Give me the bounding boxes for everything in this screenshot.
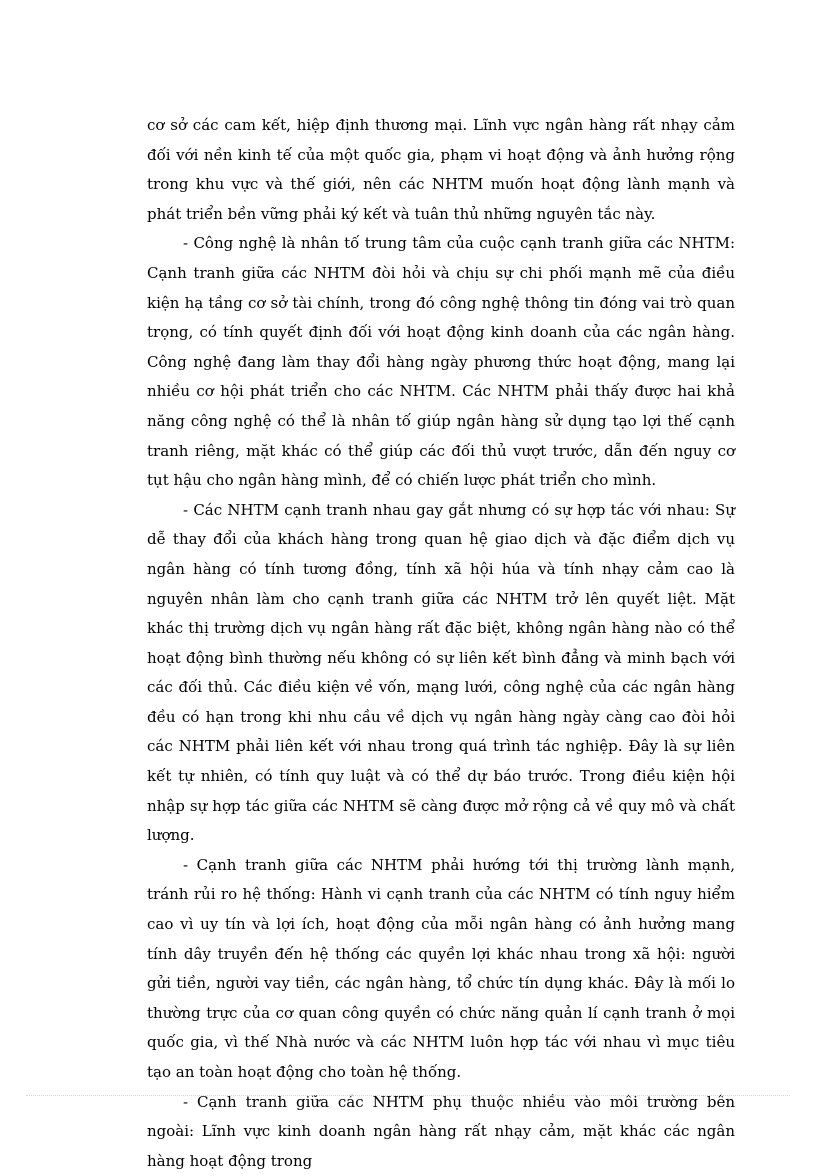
paragraph-external-environment: - Cạnh tranh giữa các NHTM phụ thuộc nhiều vào môi trường bên ngoài: Lĩnh vực kinh doanh ngân hàng rất nhạy cảm, mặt khác các ngân hàng hoạt động trong bbox=[147, 1092, 735, 1170]
paragraph-continuation: cơ sở các cam kết, hiệp định thương mại. Lĩnh vực ngân hàng rất nhạy cảm đối với nền kinh tế của một quốc gia, phạm vi hoạt động và ảnh hưởng rộng trong khu vực và thế giới, nên các NHTM muốn hoạt động lành mạnh và phát triển bền vững phải ký kết và tuân thủ những nguyên tắc này. bbox=[147, 116, 735, 223]
footer-divider bbox=[26, 1095, 790, 1096]
body-text bbox=[147, 111, 735, 1176]
paragraph-technology: - Công nghệ là nhân tố trung tâm của cuộc cạnh tranh giữa các NHTM: Cạnh tranh giữa các NHTM đòi hỏi và chịu sự chi phối mạnh mẽ của điều kiện hạ tầng cơ sở tài chính, trong đó công nghệ thông tin đóng vai trò quan trọng, có tính quyết định đối với hoạt động kinh doanh của các ngân hàng. Công nghệ đang làm thay đổi hàng ngày phương thức hoạt động, mang lại nhiều cơ hội phát triển cho các NHTM. Các NHTM phải thấy được hai khả năng công nghệ có thể là nhân tố giúp ngân hàng sử dụng tạo lợi thế cạnh tranh riêng, mặt khác có thể giúp các đối thủ vượt trước, dẫn đến nguy cơ tụt hậu cho ngân hàng mình, để có chiến lược phát triển cho mình. bbox=[147, 234, 735, 490]
paragraph-competition-cooperation: - Các NHTM cạnh tranh nhau gay gắt nhưng có sự hợp tác với nhau: Sự dễ thay đổi của khách hàng trong quan hệ giao dịch và đặc điểm dịch vụ ngân hàng có tính tương đồng, tính xã hội húa và tính nhạy cảm cao là nguyên nhân làm cho cạnh tranh giữa các NHTM trở lên quyết liệt. Mặt khác thị trường dịch vụ ngân hàng rất đặc biệt, không ngân hàng nào có thể hoạt động bình thường nếu không có sự liên kết bình đẳng và minh bạch với các đối thủ. Các điều kiện về vốn, mạng lưới, công nghệ của các ngân hàng đều có hạn trong khi nhu cầu về dịch vụ ngân hàng ngày càng cao đòi hỏi các NHTM phải liên kết với nhau trong quá trình tác nghiệp. Đây là sự liên kết tự nhiên, có tính quy luật và có thể dự báo trước. Trong điều kiện hội nhập sự hợp tác giữa các NHTM sẽ càng được mở rộng cả về quy mô và chất lượng. bbox=[147, 500, 735, 845]
paragraph-healthy-market: - Cạnh tranh giữa các NHTM phải hướng tới thị trường lành mạnh, tránh rủi ro hệ thống: Hành vi cạnh tranh của các NHTM có tính nguy hiểm cao vì uy tín và lợi ích, hoạt động của mỗi ngân hàng có ảnh hưởng mang tính dây truyền đến hệ thống các quyền lợi khác nhau trong xã hội: người gửi tiền, người vay tiền, các ngân hàng, tổ chức tín dụng khác. Đây là mối lo thường trực của cơ quan công quyền có chức năng quản lí cạnh tranh ở mọi quốc gia, vì thế Nhà nước và các NHTM luôn hợp tác với nhau vì mục tiêu tạo an toàn hoạt động cho toàn hệ thống. bbox=[147, 855, 735, 1081]
